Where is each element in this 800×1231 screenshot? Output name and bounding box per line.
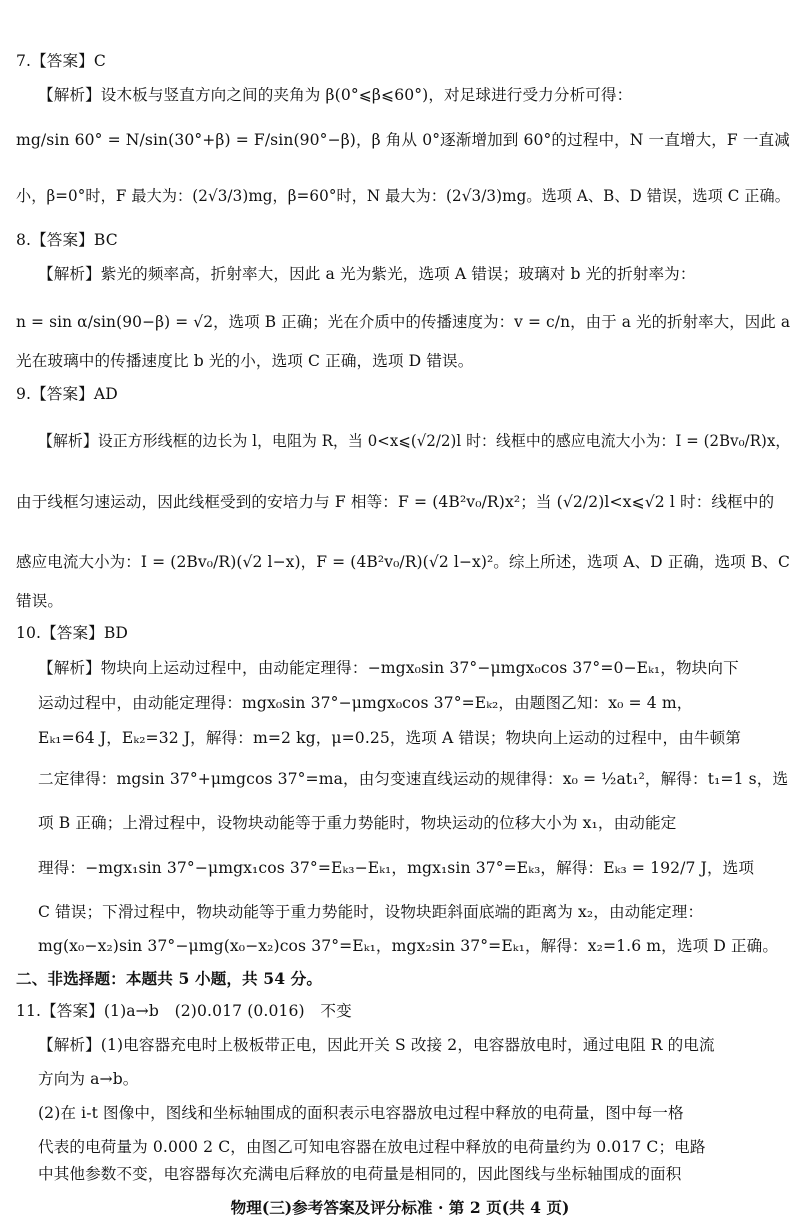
q10-analysis-5: 项 B 正确；上滑过程中，设物块动能等于重力势能时，物块运动的位移大小为 x₁，由动能定 bbox=[38, 814, 677, 832]
q7-conclusion: 小，β=0°时，F 最大为：(2√3/3)mg，β=60°时，N 最大为：(2√3/3)mg。选项 A、B、D 错误，选项 C 正确。 bbox=[16, 187, 790, 205]
q11-analysis-4: 代表的电荷量为 0.000 2 C，由图乙可知电容器在放电过程中释放的电荷量约为 0.017 C；电路 bbox=[38, 1138, 706, 1156]
section-heading: 二、非选择题：本题共 5 小题，共 54 分。 bbox=[16, 969, 323, 988]
q11-analysis-5: 中其他参数不变，电容器每次充满电后释放的电荷量是相同的，因此图线与坐标轴围成的面积 bbox=[38, 1165, 682, 1183]
q9-conclusion: 错误。 bbox=[16, 592, 64, 610]
q10-analysis-4: 二定律得：mgsin 37°+μmgcos 37°=ma，由匀变速直线运动的规律得：x₀ = ½at₁²，解得：t₁=1 s，选 bbox=[38, 770, 789, 788]
q9-analysis: 【解析】设正方形线框的边长为 l，电阻为 R，当 0<x⩽(√2/2)l 时：线框中的感应电流大小为：I = (2Bv₀/R)x， bbox=[38, 432, 791, 450]
q8-analysis: 【解析】紫光的频率高，折射率大，因此 a 光为紫光，选项 A 错误；玻璃对 b 光的折射率为： bbox=[38, 265, 696, 283]
q11-analysis-1: 【解析】(1)电容器充电时上极板带正电，因此开关 S 改接 2，电容器放电时，通过电阻 R 的电流 bbox=[38, 1036, 715, 1054]
q9-answer: 9.【答案】AD bbox=[16, 385, 118, 403]
q8-formula-line: n = sin α/sin(90−β) = √2，选项 B 正确；光在介质中的传播速度为：v = c/n，由于 a 光的折射率大，因此 a bbox=[16, 313, 791, 331]
q8-conclusion: 光在玻璃中的传播速度比 b 光的小，选项 C 正确，选项 D 错误。 bbox=[16, 352, 474, 370]
q10-analysis-7: C 错误；下滑过程中，物块动能等于重力势能时，设物块距斜面底端的距离为 x₂，由动能定理： bbox=[38, 903, 704, 921]
q10-analysis-6: 理得：−mgx₁sin 37°−μmgx₁cos 37°=Eₖ₃−Eₖ₁，mgx₁sin 37°=Eₖ₃，解得：Eₖ₃ = 192/7 J，选项 bbox=[38, 859, 755, 877]
q7-analysis: 【解析】设木板与竖直方向之间的夹角为 β(0°⩽β⩽60°)，对足球进行受力分析可得： bbox=[38, 86, 633, 104]
q7-formula-line: mg/sin 60° = N/sin(30°+β) = F/sin(90°−β)，β 角从 0°逐渐增加到 60°的过程中，N 一直增大，F 一直减 bbox=[16, 131, 790, 149]
q10-analysis-2: 运动过程中，由动能定理得：mgx₀sin 37°−μmgx₀cos 37°=Eₖ₂，由题图乙知：x₀ = 4 m， bbox=[38, 694, 693, 712]
q11-answer: 11.【答案】(1)a→b (2)0.017 (0.016) 不变 bbox=[16, 1002, 352, 1020]
q9-force-line: 由于线框匀速运动，因此线框受到的安培力与 F 相等：F = (4B²v₀/R)x²；当 (√2/2)l<x⩽√2 l 时：线框中的 bbox=[16, 493, 775, 511]
q8-answer: 8.【答案】BC bbox=[16, 231, 118, 249]
q11-analysis-2: 方向为 a→b。 bbox=[38, 1070, 139, 1088]
q7-answer: 7.【答案】C bbox=[16, 52, 106, 70]
q10-analysis-3: Eₖ₁=64 J，Eₖ₂=32 J，解得：m=2 kg，μ=0.25，选项 A 错误；物块向上运动的过程中，由牛顿第 bbox=[38, 729, 741, 747]
q10-answer: 10.【答案】BD bbox=[16, 624, 129, 642]
q9-current-line: 感应电流大小为：I = (2Bv₀/R)(√2 l−x)，F = (4B²v₀/R)(√2 l−x)²。综上所述，选项 A、D 正确，选项 B、C bbox=[16, 553, 790, 571]
page-footer: 物理(三)参考答案及评分标准 · 第 2 页(共 4 页) bbox=[230, 1198, 570, 1217]
q11-analysis-3: (2)在 i-t 图像中，图线和坐标轴围成的面积表示电容器放电过程中释放的电荷量，图中每一格 bbox=[38, 1104, 684, 1122]
q10-analysis-8: mg(x₀−x₂)sin 37°−μmg(x₀−x₂)cos 37°=Eₖ₁，mgx₂sin 37°=Eₖ₁，解得：x₂=1.6 m，选项 D 正确。 bbox=[38, 937, 779, 955]
q10-analysis-1: 【解析】物块向上运动过程中，由动能定理得：−mgx₀sin 37°−μmgx₀cos 37°=0−Eₖ₁，物块向下 bbox=[38, 659, 739, 677]
